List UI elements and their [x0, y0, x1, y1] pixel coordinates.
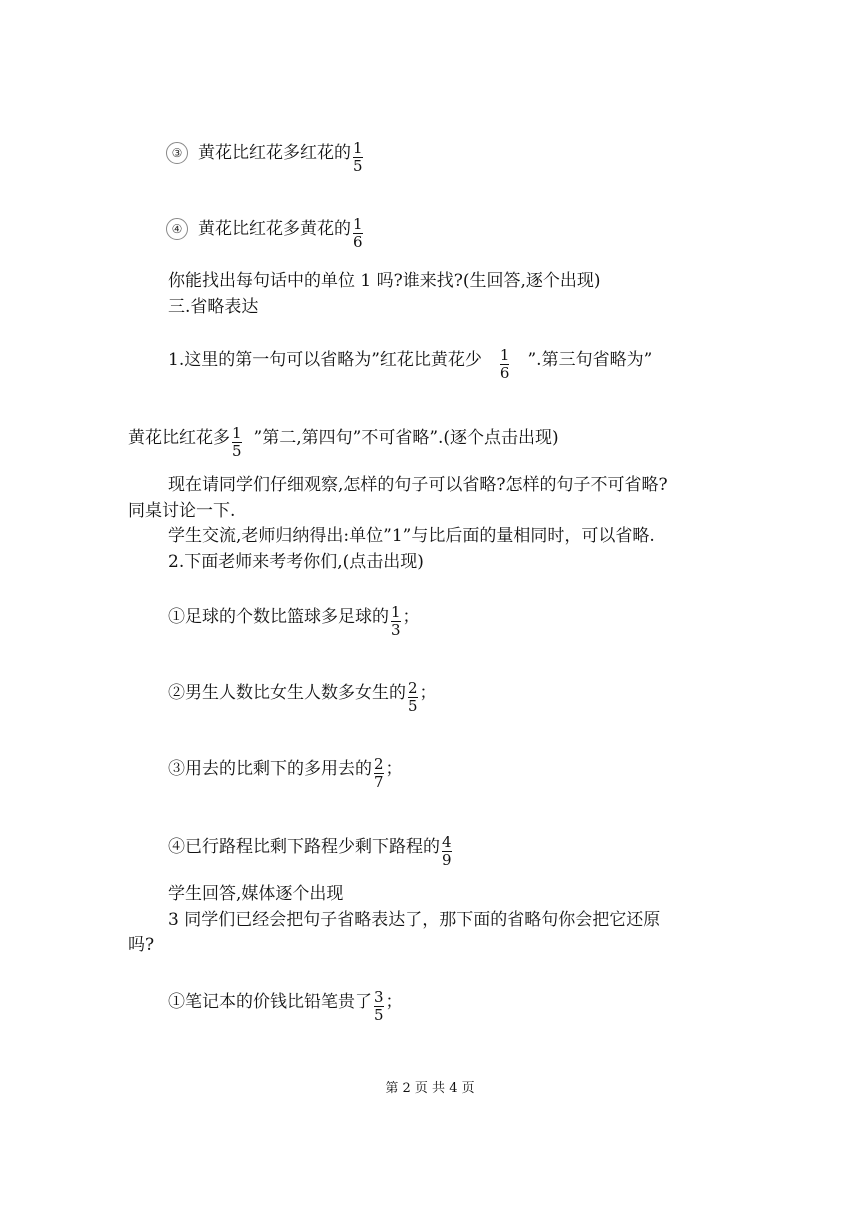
example-tail: ；: [385, 759, 403, 779]
fraction-denominator: 3: [391, 621, 401, 639]
fraction: [232, 425, 242, 460]
fraction-numerator: 1: [232, 424, 242, 442]
example-2: [168, 676, 437, 715]
fraction: [442, 834, 452, 869]
fraction: [353, 216, 363, 251]
paragraph-7-line-1: 3 同学们已经会把句子省略表达了，那下面的省略句你会把它还原: [168, 910, 661, 930]
paragraph-6: 学生回答,媒体逐个出现: [168, 884, 344, 904]
example-text: ④已行路程比剩下路程少剩下路程的: [168, 837, 440, 857]
paragraph-text: 1.这里的第一句可以省略为”红花比黄花少: [168, 350, 482, 370]
fraction-denominator: 9: [442, 851, 452, 869]
fraction: [500, 347, 510, 382]
paragraph-2: [128, 421, 559, 460]
fraction-denominator: 5: [232, 442, 242, 460]
example-tail: ；: [385, 992, 403, 1012]
example-tail: ；: [402, 607, 420, 627]
paragraph-1: [168, 343, 653, 382]
fraction-numerator: 4: [442, 833, 452, 851]
fraction-numerator: 1: [391, 603, 401, 621]
fraction-numerator: 1: [499, 346, 510, 364]
fraction-numerator: 2: [374, 755, 384, 773]
fraction-numerator: 1: [353, 215, 363, 233]
fraction: [408, 680, 418, 715]
fraction-numerator: 2: [408, 679, 418, 697]
example-text: ②男生人数比女生人数多女生的: [168, 683, 406, 703]
example-tail: ；: [419, 683, 437, 703]
sentence-3: [166, 136, 365, 175]
final-example-1: [168, 985, 403, 1024]
question-unit-one: 你能找出每句话中的单位 1 吗?谁来找?(生回答,逐个出现): [168, 271, 601, 291]
example-3: [168, 752, 403, 791]
paragraph-4: 学生交流,老师归纳得出:单位”1”与比后面的量相同时，可以省略.: [168, 526, 655, 546]
paragraph-text: ”.第三句省略为”: [527, 350, 653, 370]
fraction-denominator: 6: [499, 364, 510, 382]
sentence-4: [166, 212, 365, 251]
example-4: [168, 830, 454, 869]
example-1: [168, 600, 420, 639]
sentence-text: 黄花比红花多红花的: [198, 143, 351, 163]
paragraph-3-line-1: 现在请同学们仔细观察,怎样的句子可以省略?怎样的句子不可省略?: [168, 475, 668, 495]
fraction-denominator: 7: [374, 773, 384, 791]
section-heading: 三.省略表达: [168, 297, 259, 317]
fraction: [374, 989, 384, 1024]
fraction-numerator: 1: [353, 139, 363, 157]
paragraph-5: 2.下面老师来考考你们,(点击出现): [168, 552, 424, 572]
paragraph-7-line-2: 吗?: [128, 935, 155, 955]
paragraph-text: 黄花比红花多: [128, 428, 230, 448]
fraction: [391, 604, 401, 639]
fraction-denominator: 5: [374, 1006, 384, 1024]
sentence-text: 黄花比红花多黄花的: [198, 219, 351, 239]
example-text: ①笔记本的价钱比铅笔贵了: [168, 992, 372, 1012]
example-text: ①足球的个数比篮球多足球的: [168, 607, 389, 627]
fraction: [353, 140, 363, 175]
circled-number: ③: [166, 142, 188, 164]
fraction-denominator: 6: [353, 233, 363, 251]
paragraph-3-line-2: 同桌讨论一下.: [128, 501, 236, 521]
page-footer: 第 2 页 共 4 页: [385, 1081, 475, 1096]
fraction-denominator: 5: [353, 157, 363, 175]
paragraph-text: ”第二,第四句”不可省略”.(逐个点击出现): [253, 428, 559, 448]
fraction: [374, 756, 384, 791]
example-text: ③用去的比剩下的多用去的: [168, 759, 372, 779]
fraction-numerator: 3: [374, 988, 384, 1006]
circled-number: ④: [166, 218, 188, 240]
fraction-denominator: 5: [408, 697, 418, 715]
